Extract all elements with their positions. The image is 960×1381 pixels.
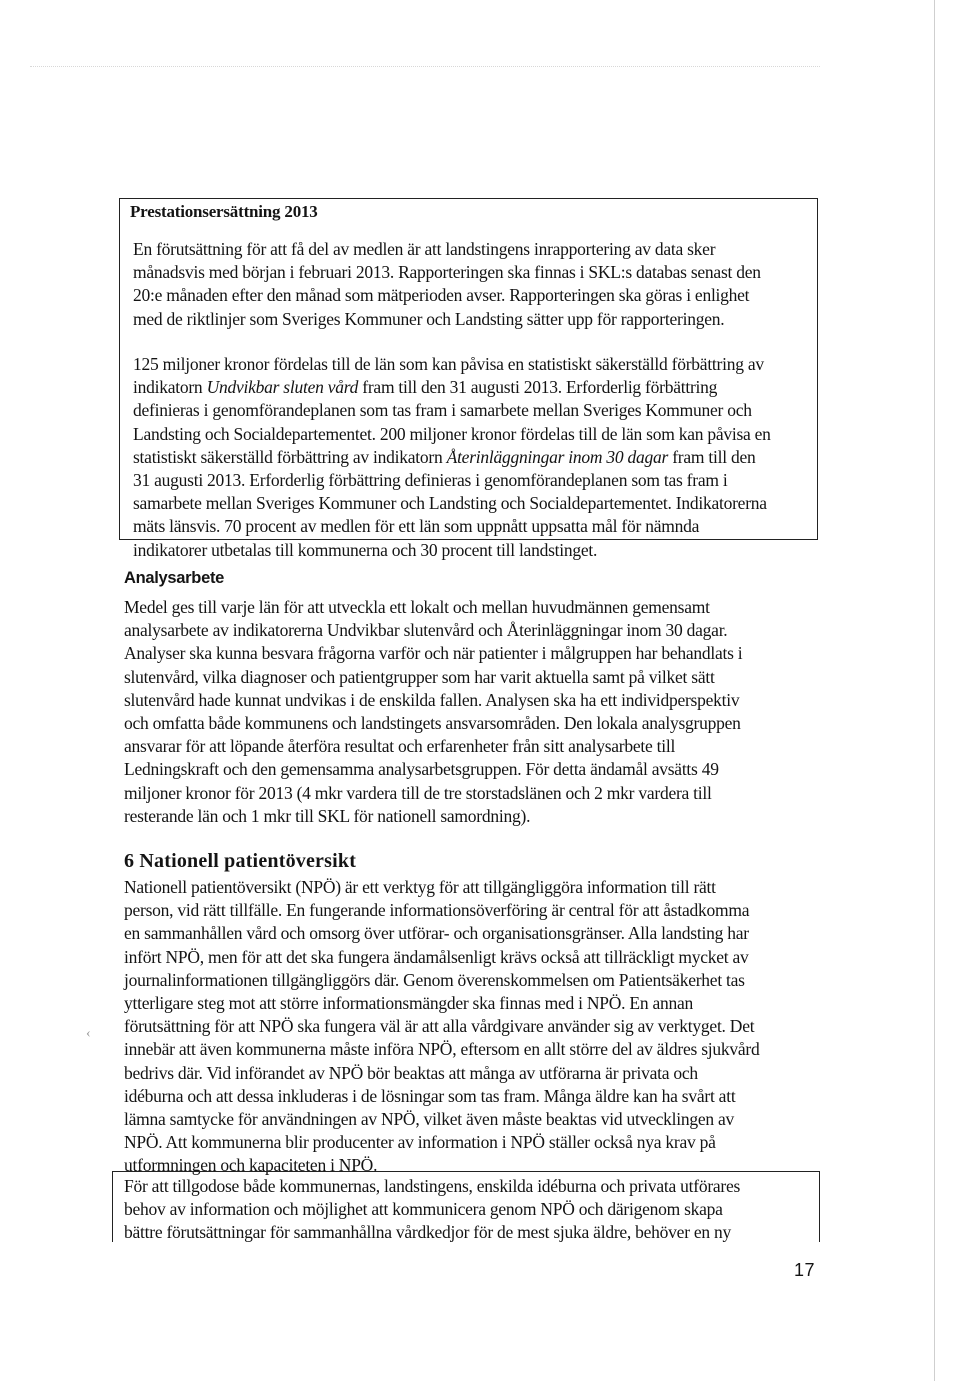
- text-line: Landsting och Socialdepartementet. 200 miljoner kronor fördelas till de län som kan påvisa en: [133, 423, 771, 444]
- text-line: En förutsättning för att få del av medlen är att landstingens inrapportering av data sker: [133, 239, 716, 259]
- text-line: månadsvis med början i februari 2013. Rapporteringen ska finnas i SKL:s databas senast den: [133, 262, 761, 283]
- analysarbete-paragraph: [124, 596, 742, 828]
- text-line: behov av information och möjlighet att kommunicera genom NPÖ och därigenom skapa: [124, 1199, 723, 1220]
- page-number: 17: [794, 1260, 816, 1280]
- text-line: med de riktlinjer som Sveriges Kommuner och Landsting sätter upp för rapporteringen.: [133, 308, 725, 329]
- text-run: statistiskt säkerställd förbättring av indikatorn: [133, 446, 447, 467]
- box-paragraph-3: [124, 1175, 740, 1245]
- text-line: mäts länsvis. 70 procent av medlen för ett län som uppnått uppsatta mål för nämnda: [133, 516, 700, 537]
- text-line: en sammanhållen vård och omsorg över utförar- och organisationsgränser. Alla landsting har: [124, 923, 749, 944]
- text-run: fram till den 31 augusti 2013. Erforderlig förbättring: [358, 377, 718, 398]
- text-run: fram till den: [668, 446, 756, 467]
- text-line: 125 miljoner kronor fördelas till de län som kan påvisa en statistiskt säkerställd förbättring av: [133, 354, 764, 374]
- text-line: 20:e månaden efter den månad som mätperioden avser. Rapporteringen ska göras i enlighet: [133, 285, 750, 306]
- text-line: [133, 376, 771, 399]
- text-run: indikatorn: [133, 377, 207, 398]
- text-line: journalinformationen tillgängliggörs där. Genom överenskommelsen om Patientsäkerhet tas: [124, 969, 745, 990]
- text-line: För att tillgodose både kommunernas, landstingens, enskilda idéburna och privata utförares: [124, 1176, 741, 1196]
- text-line: ytterligare steg mot att större informationsmängder ska finnas med i NPÖ. En annan: [124, 993, 694, 1014]
- text-line: förutsättning för att NPÖ ska fungera väl är att alla vårdgivare använder sig av verktyget. Det: [124, 1016, 755, 1037]
- text-line: Analyser ska kunna besvara frågorna varför och när patienter i målgruppen har behandlats i: [124, 643, 743, 664]
- text-line: samarbete mellan Sveriges Kommuner och Landsting och Socialdepartementet. Indikatorerna: [133, 493, 767, 514]
- text-line: utformningen och kapaciteten i NPÖ.: [124, 1155, 378, 1176]
- text-line: [133, 446, 771, 469]
- text-line: Nationell patientöversikt (NPÖ) är ett verktyg för att tillgängliggöra information till rätt: [124, 877, 716, 897]
- box-title: Prestationsersättning 2013: [130, 202, 318, 221]
- text-line: och omfatta både kommunens och landstingets ansvarsområden. Den lokala analysgruppen: [124, 713, 741, 734]
- scan-edge-line: [934, 0, 935, 1381]
- indicator-name-aterinlaggningar: Återinläggningar inom 30 dagar: [446, 446, 669, 467]
- box-paragraph-2: [133, 353, 771, 562]
- indicator-name-undvikbar: Undvikbar sluten vård: [206, 377, 359, 398]
- text-line: Medel ges till varje län för att utveckla ett lokalt och mellan huvudmännen gemensamt: [124, 597, 710, 617]
- box-paragraph-1: [133, 238, 761, 331]
- text-line: lämna samtycke för användningen av NPÖ, vilket även måste beaktas vid utvecklingen av: [124, 1109, 735, 1130]
- text-line: infört NPÖ, men för att det ska fungera ändamålsenligt krävs också att tillräckligt mycket av: [124, 946, 749, 967]
- text-line: Ledningskraft och den gemensamma analysarbetsgruppen. För detta ändamål avsätts 49: [124, 759, 719, 780]
- text-line: 31 augusti 2013. Erforderlig förbättring definieras i genomförandeplanen som tas fram i: [133, 470, 728, 491]
- text-line: ansvarar för att löpande återföra resultat och erfarenheter från sitt analysarbete till: [124, 736, 676, 757]
- text-line: miljoner kronor för 2013 (4 mkr vardera till de tre storstadslänen och 2 mkr vardera till: [124, 782, 712, 803]
- text-line: slutenvård hade kunnat undvikas i de enskilda fallen. Analysen ska ha ett individperspektiv: [124, 689, 740, 710]
- text-line: NPÖ. Att kommunerna blir producenter av information i NPÖ ställer också nya krav på: [124, 1132, 716, 1153]
- text-line: bättre förutsättningar för sammanhållna vårdkedjor för de mest sjuka äldre, behöver en ny: [124, 1222, 732, 1243]
- npo-paragraph: [124, 876, 759, 1178]
- margin-mark: ‹: [86, 1026, 91, 1041]
- text-line: slutenvård, vilka diagnoser och patientgrupper som har varit aktuella samt på vilket sätt: [124, 666, 715, 687]
- text-line: idéburna och att dessa inkluderas i de lösningar som tas fram. Många äldre kan ha svårt att: [124, 1085, 736, 1106]
- text-line: person, vid rätt tillfälle. En fungerande informationsöverföring är central för att åstadkomma: [124, 900, 750, 921]
- section-heading-analysarbete: Analysarbete: [124, 569, 225, 587]
- text-line: bedrivs där. Vid införandet av NPÖ bör beaktas att många av utförarna är privata och: [124, 1062, 698, 1083]
- text-line: definieras i genomförandeplanen som tas fram i samarbete mellan Sveriges Kommuner och: [133, 400, 752, 421]
- text-line: analysarbete av indikatorerna Undvikbar slutenvård och Återinläggningar inom 30 dagar.: [124, 620, 728, 641]
- scan-artifact-dots: [30, 66, 820, 73]
- text-line: indikatorer utbetalas till kommunerna och 30 procent till landstinget.: [133, 539, 598, 560]
- text-line: innebär att även kommunerna måste införa NPÖ, eftersom en allt större del av äldres sjukvård: [124, 1039, 760, 1060]
- text-line: resterande län och 1 mkr till SKL för nationell samordning).: [124, 805, 531, 826]
- section-heading-npo: 6 Nationell patientöversikt: [124, 850, 357, 872]
